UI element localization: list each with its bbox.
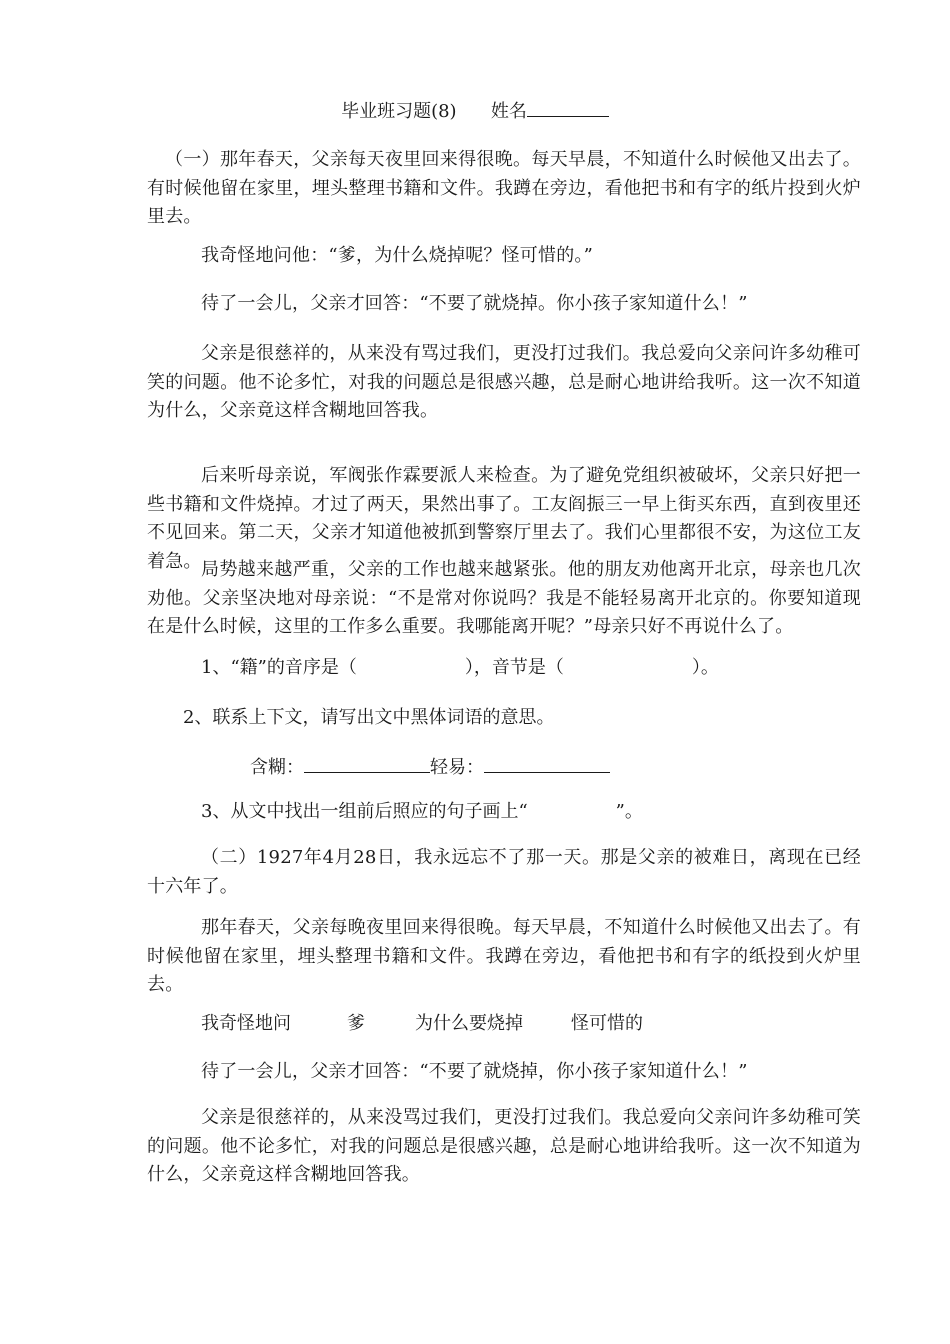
section1-paragraph-3: 待了一会儿，父亲才回答：“不要了就烧掉。你小孩子家知道什么！” <box>201 293 748 314</box>
section2-punctuation-line: 我奇怪地问 爹 为什么要烧掉 怪可惜的 <box>201 1013 643 1034</box>
section1-paragraph-6: 局势越来越严重，父亲的工作也越来越紧张。他的朋友劝他离开北京，母亲也几次劝他。父亲坚决地对母亲说：“不是常对你说吗？我是不能轻易离开北京的。你要知道现在是什么时候，这里的工作多么重要。我哪能离开呢？”母亲只好不再说什么了。 <box>147 559 861 637</box>
name-label: 姓名 <box>490 101 527 122</box>
name-blank[interactable] <box>527 98 609 117</box>
word-qingyi-label: 轻易： <box>430 757 484 778</box>
question-1: 1、“籍”的音序是（ ），音节是（ ）。 <box>201 657 719 678</box>
section2-paragraph-2: 那年春天，父亲每晚夜里回来得很晚。每天早晨，不知道什么时候他又出去了。有时候他留在家里，埋头整理书籍和文件。我蹲在旁边，看他把书和有字的纸投到火炉里去。 <box>147 917 861 995</box>
section2-paragraph-5: 父亲是很慈祥的，从来没骂过我们，更没打过我们。我总爱向父亲问许多幼稚可笑的问题。他不论多忙，对我的问题总是很感兴趣，总是耐心地讲给我听。这一次不知道为什么，父亲竟这样含糊地回答我。 <box>147 1107 861 1185</box>
question-2-answers <box>250 752 610 782</box>
title-text: 毕业班习题(8) <box>341 101 457 122</box>
word-hanhu-label: 含糊： <box>250 757 304 778</box>
page-title <box>0 98 950 126</box>
question-2: 2、联系上下文，请写出文中黑体词语的意思。 <box>183 707 555 728</box>
section1-paragraph-4: 父亲是很慈祥的，从来没有骂过我们，更没打过我们。我总爱向父亲问许多幼稚可笑的问题。他不论多忙，对我的问题总是很感兴趣，总是耐心地讲给我听。这一次不知道为什么，父亲竟这样含糊地回答我。 <box>147 343 861 421</box>
word-qingyi-blank[interactable] <box>484 752 610 773</box>
section1-paragraph-5: 后来听母亲说，军阀张作霖要派人来检查。为了避免党组织被破坏，父亲只好把一些书籍和文件烧掉。才过了两天，果然出事了。工友阎振三一早上街买东西，直到夜里还不见回来。第二天，父亲才知道他被抓到警察厅里去了。我们心里都很不安，为这位工友着急。 <box>147 465 861 572</box>
section2-paragraph-1: （二）1927年4月28日，我永远忘不了那一天。那是父亲的被难日，离现在已经十六年了。 <box>147 847 861 897</box>
word-hanhu-blank[interactable] <box>304 752 430 773</box>
section1-paragraph-2: 我奇怪地问他：“爹，为什么烧掉呢？怪可惜的。” <box>201 245 594 266</box>
section2-paragraph-4: 待了一会儿，父亲才回答：“不要了就烧掉，你小孩子家知道什么！” <box>201 1061 748 1082</box>
section1-paragraph-1: （一）那年春天，父亲每天夜里回来得很晚。每天早晨，不知道什么时候他又出去了。有时候他留在家里，埋头整理书籍和文件。我蹲在旁边，看他把书和有字的纸片投到火炉里去。 <box>147 149 861 227</box>
question-3: 3、从文中找出一组前后照应的句子画上“ ”。 <box>201 801 643 822</box>
